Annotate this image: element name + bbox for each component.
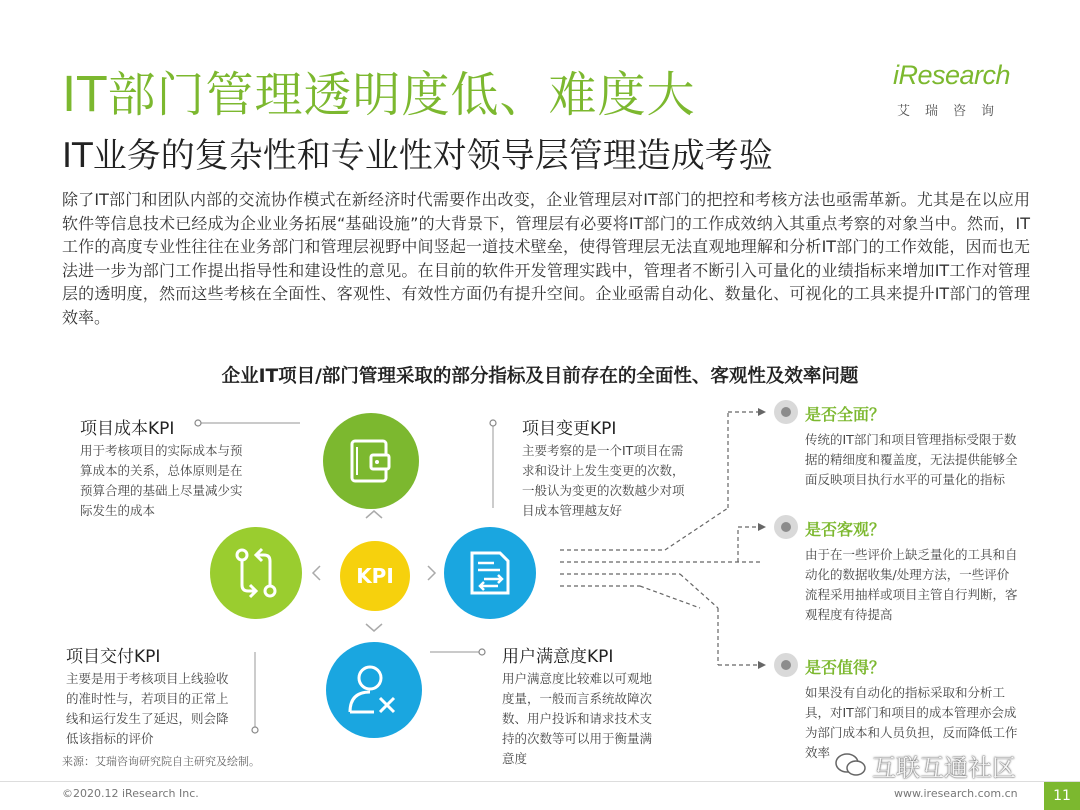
transfer-icon: [210, 527, 302, 619]
question-title-2: 是否客观？: [805, 520, 886, 539]
question-block-3: [805, 655, 1020, 763]
iresearch-logo: [893, 60, 1023, 120]
change-kpi-circle: [444, 527, 536, 619]
change-kpi-block: [522, 414, 692, 521]
diagram-title: 企业IT项目/部门管理采取的部分指标及目前存在的全面性、客观性及效率问题: [221, 366, 859, 387]
user-x-icon: [326, 642, 422, 738]
source-note: 来源：艾瑞咨询研究院自主研究及绘制。: [62, 755, 260, 768]
website: www.iresearch.com.cn: [894, 787, 1018, 800]
satisfaction-kpi-desc: 用户满意度比较难以可观地度量，一般而言系统故障次数、用户投诉和请求技术支持的次数等可以用于衡量满意度: [502, 671, 653, 766]
cost-kpi-circle: [323, 413, 419, 509]
question-desc-3: 如果没有自动化的指标采取和分析工具，对IT部门和项目的成本管理亦会成为部门成本和人员负担，反而降低工作效率: [805, 685, 1018, 760]
page-title: IT部门管理透明度低、难度大: [62, 67, 696, 123]
question-desc-1: 传统的IT部门和项目管理指标受限于数据的精细度和覆盖度，无法提供能够全面反映项目执行水平的可量化的指标: [805, 432, 1018, 487]
cost-kpi-block: [80, 414, 250, 521]
question-title-3: 是否值得？: [805, 658, 886, 677]
satisfaction-kpi-circle: [326, 642, 422, 738]
intro-paragraph: 除了IT部门和团队内部的交流协作模式在新经济时代需要作出改变，企业管理层对IT部门的把控和考核方法也亟需革新。尤其是在以应用软件等信息技术已经成为企业业务拓展“基础设施”的大背景下，管理层有必要将IT部门的工作成效纳入其重点考察的对象当中。然而，IT工作的高度专业性往往在业务部门和管理层视野中间竖起一道技术壁垒，使得管理层无法直观地理解和分析IT部门的工作效能，因而也无法进一步为部门工作提出指导性和建设性的意见。在目前的软件开发管理实践中，管理者不断引入可量化的业绩指标来增加IT工作对管理层的透明度，然而这些考核在全面性、客观性、有效性方面仍有提升空间。企业亟需自动化、数量化、可视化的工具来提升IT部门的管理效率。: [62, 190, 1030, 327]
kpi-center-circle: [340, 541, 410, 611]
satisfaction-kpi-block: [502, 642, 660, 769]
change-kpi-desc: 主要考察的是一个IT项目在需求和设计上发生变更的次数，一般认为变更的次数越少对项目成本管理越友好: [522, 443, 685, 518]
question-desc-2: 由于在一些评价上缺乏量化的工具和自动化的数据收集/处理方法，一些评价流程采用抽样或项目主管自行判断，客观程度有待提高: [805, 547, 1018, 622]
page-number: 11: [1044, 782, 1080, 810]
logo-subtext: 艾瑞咨询: [897, 104, 1010, 119]
question-block-1: [805, 402, 1020, 490]
satisfaction-kpi-title: 用户满意度KPI: [502, 647, 614, 667]
question-title-1: 是否全面？: [805, 405, 886, 424]
delivery-kpi-block: [66, 642, 236, 749]
copyright: ©2020.12 iResearch Inc.: [62, 787, 199, 800]
question-block-2: [805, 517, 1020, 625]
page-subtitle: IT业务的复杂性和专业性对领导层管理造成考验: [62, 136, 773, 176]
logo-text: iResearch: [893, 60, 1011, 90]
cost-kpi-desc: 用于考核项目的实际成本与预算成本的关系，总体原则是在预算合理的基础上尽量减少实际发生的成本: [80, 443, 243, 518]
watermark-text: 互联互通社区: [872, 754, 1016, 782]
kpi-center-label: KPI: [356, 564, 394, 588]
question-bullet-3: [774, 653, 798, 677]
delivery-kpi-desc: 主要是用于考核项目上线验收的准时性与，若项目的正常上线和运行发生了延迟，则会降低该指标的评价: [66, 671, 229, 746]
delivery-kpi-title: 项目交付KPI: [66, 647, 161, 667]
delivery-kpi-circle: [210, 527, 302, 619]
question-bullet-2: [774, 515, 798, 539]
document-change-icon: [444, 527, 536, 619]
question-bullet-1: [774, 400, 798, 424]
wechat-icon: [834, 752, 868, 778]
wallet-icon: [323, 413, 419, 509]
cost-kpi-title: 项目成本KPI: [80, 419, 175, 439]
change-kpi-title: 项目变更KPI: [522, 419, 617, 439]
